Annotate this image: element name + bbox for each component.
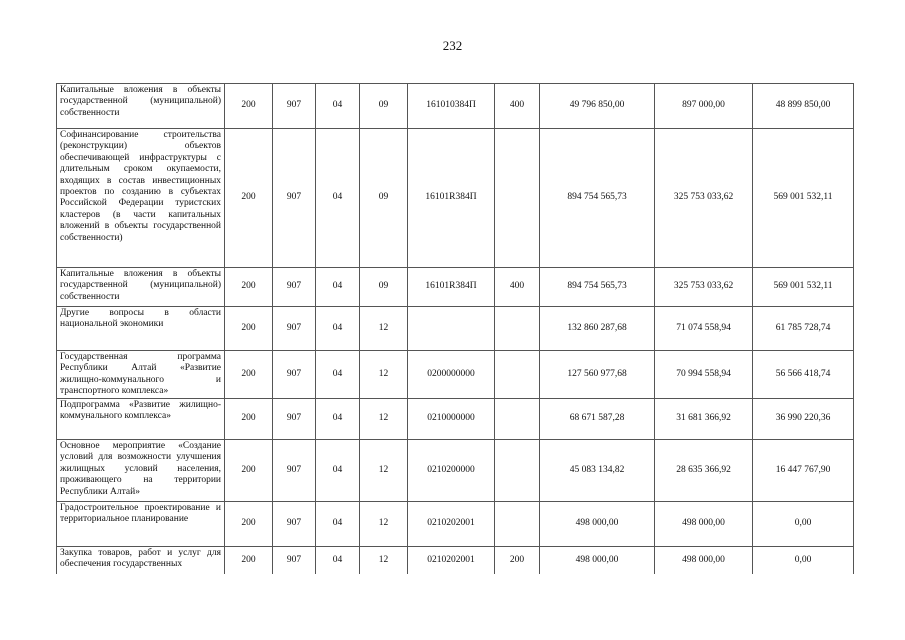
subsection-code: 12 <box>360 399 408 440</box>
total-amount: 894 754 565,73 <box>540 129 655 268</box>
target-article-code: 0210202001 <box>408 502 495 547</box>
department-code: 907 <box>273 307 316 351</box>
target-article-code <box>408 307 495 351</box>
federal-amount: 498 000,00 <box>655 502 753 547</box>
target-article-code: 161010384П <box>408 84 495 129</box>
federal-amount: 70 994 558,94 <box>655 351 753 399</box>
section-code: 04 <box>316 268 360 307</box>
section-code: 04 <box>316 502 360 547</box>
regional-amount: 16 447 767,90 <box>753 440 854 502</box>
admin-code: 200 <box>225 307 273 351</box>
table-row <box>57 440 854 502</box>
total-amount: 68 671 587,28 <box>540 399 655 440</box>
expense-type-code: 400 <box>495 84 540 129</box>
table-row <box>57 129 854 268</box>
expense-type-code: 400 <box>495 268 540 307</box>
regional-amount: 36 990 220,36 <box>753 399 854 440</box>
department-code: 907 <box>273 440 316 502</box>
regional-amount: 56 566 418,74 <box>753 351 854 399</box>
section-code: 04 <box>316 129 360 268</box>
table-body <box>57 84 854 574</box>
subsection-code: 12 <box>360 440 408 502</box>
department-code: 907 <box>273 268 316 307</box>
total-amount: 498 000,00 <box>540 547 655 574</box>
row-description: Государственная программа Республики Алтай «Развитие жилищно-коммунального и транспортного комплекса» <box>57 351 225 399</box>
section-code: 04 <box>316 307 360 351</box>
admin-code: 200 <box>225 84 273 129</box>
target-article-code: 0210200000 <box>408 440 495 502</box>
regional-amount: 48 899 850,00 <box>753 84 854 129</box>
table-row <box>57 84 854 129</box>
row-description: Градостроительное проектирование и территориальное планирование <box>57 502 225 547</box>
target-article-code: 0210202001 <box>408 547 495 574</box>
regional-amount: 569 001 532,11 <box>753 129 854 268</box>
department-code: 907 <box>273 84 316 129</box>
subsection-code: 12 <box>360 307 408 351</box>
total-amount: 45 083 134,82 <box>540 440 655 502</box>
row-description: Другие вопросы в области национальной экономики <box>57 307 225 351</box>
subsection-code: 12 <box>360 502 408 547</box>
subsection-code: 12 <box>360 547 408 574</box>
total-amount: 127 560 977,68 <box>540 351 655 399</box>
page-number: 232 <box>442 38 463 53</box>
subsection-code: 12 <box>360 351 408 399</box>
section-code: 04 <box>316 351 360 399</box>
section-code: 04 <box>316 440 360 502</box>
department-code: 907 <box>273 351 316 399</box>
total-amount: 498 000,00 <box>540 502 655 547</box>
admin-code: 200 <box>225 399 273 440</box>
target-article-code: 0200000000 <box>408 351 495 399</box>
target-article-code: 16101R384П <box>408 129 495 268</box>
federal-amount: 31 681 366,92 <box>655 399 753 440</box>
row-description: Капитальные вложения в объекты государственной (муниципальной) собственности <box>57 84 225 129</box>
admin-code: 200 <box>225 547 273 574</box>
row-description: Подпрограмма «Развитие жилищно-коммунального комплекса» <box>57 399 225 440</box>
table-row <box>57 268 854 307</box>
expense-type-code: 200 <box>495 547 540 574</box>
federal-amount: 28 635 366,92 <box>655 440 753 502</box>
regional-amount: 569 001 532,11 <box>753 268 854 307</box>
federal-amount: 498 000,00 <box>655 547 753 574</box>
department-code: 907 <box>273 129 316 268</box>
table-row <box>57 399 854 440</box>
row-description: Закупка товаров, работ и услуг для обеспечения государственных <box>57 547 225 574</box>
subsection-code: 09 <box>360 268 408 307</box>
row-description: Капитальные вложения в объекты государственной (муниципальной) собственности <box>57 268 225 307</box>
table-row <box>57 351 854 399</box>
expense-type-code <box>495 129 540 268</box>
admin-code: 200 <box>225 129 273 268</box>
table-row <box>57 307 854 351</box>
federal-amount: 897 000,00 <box>655 84 753 129</box>
expense-type-code <box>495 399 540 440</box>
expense-type-code <box>495 351 540 399</box>
target-article-code: 16101R384П <box>408 268 495 307</box>
section-code: 04 <box>316 84 360 129</box>
department-code: 907 <box>273 399 316 440</box>
expense-type-code <box>495 440 540 502</box>
department-code: 907 <box>273 502 316 547</box>
table-row <box>57 547 854 574</box>
expense-type-code <box>495 502 540 547</box>
section-code: 04 <box>316 547 360 574</box>
budget-table <box>56 83 854 574</box>
regional-amount: 0,00 <box>753 502 854 547</box>
total-amount: 894 754 565,73 <box>540 268 655 307</box>
federal-amount: 71 074 558,94 <box>655 307 753 351</box>
subsection-code: 09 <box>360 84 408 129</box>
admin-code: 200 <box>225 351 273 399</box>
expense-type-code <box>495 307 540 351</box>
federal-amount: 325 753 033,62 <box>655 268 753 307</box>
subsection-code: 09 <box>360 129 408 268</box>
regional-amount: 0,00 <box>753 547 854 574</box>
admin-code: 200 <box>225 268 273 307</box>
federal-amount: 325 753 033,62 <box>655 129 753 268</box>
department-code: 907 <box>273 547 316 574</box>
regional-amount: 61 785 728,74 <box>753 307 854 351</box>
table-row <box>57 502 854 547</box>
admin-code: 200 <box>225 440 273 502</box>
row-description: Софинансирование строительства (реконструкции) объектов обеспечивающей инфраструктуры с длительным сроком окупаемости, входящих в состав инвестиционных проектов по созданию в субъектах Российской Федерации туристских кластеров (в части капитальных вложений в объекты государственной собственности) <box>57 129 225 268</box>
target-article-code: 0210000000 <box>408 399 495 440</box>
admin-code: 200 <box>225 502 273 547</box>
total-amount: 49 796 850,00 <box>540 84 655 129</box>
total-amount: 132 860 287,68 <box>540 307 655 351</box>
row-description: Основное мероприятие «Создание условий для возможности улучшения жилищных условий населения, проживающего на территории Республики Алтай» <box>57 440 225 502</box>
section-code: 04 <box>316 399 360 440</box>
